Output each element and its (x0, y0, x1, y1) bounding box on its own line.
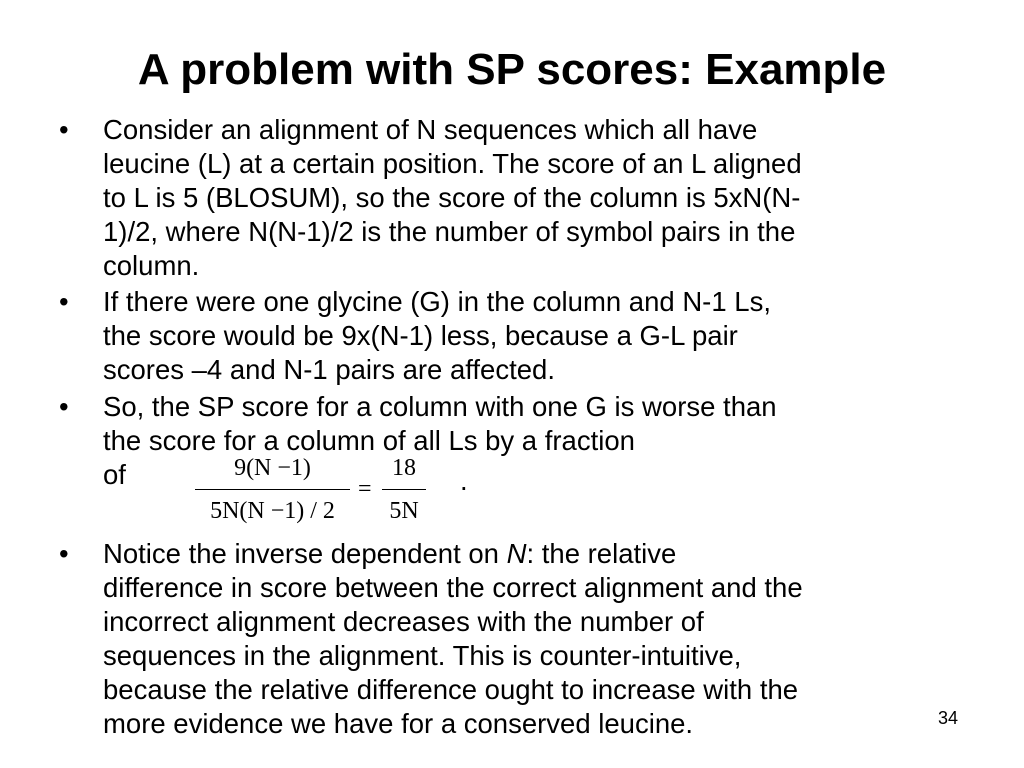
bullet-4-line-1 (103, 537, 988, 571)
bullet-4-text-post: : the relative (526, 538, 677, 569)
lhs-fraction (195, 455, 350, 525)
bullet-4 (59, 537, 988, 741)
bullet-2-line-2: the score would be 9x(N-1) less, because a G-L pair (103, 320, 738, 351)
equals-sign: = (358, 476, 372, 502)
bullet-3-line-3: of (103, 459, 126, 490)
bullet-4-line-6: more evidence we have for a conserved leucine. (103, 708, 694, 739)
slide-title: A problem with SP scores: Example (137, 45, 887, 94)
bullet-2 (59, 285, 983, 387)
rhs-numerator: 18 (392, 455, 416, 481)
bullet-1-line-1: Consider an alignment of N sequences which all have (103, 114, 758, 145)
bullet-4-line-3: incorrect alignment decreases with the number of (103, 606, 704, 637)
bullet-1-line-4: 1)/2, where N(N-1)/2 is the number of symbol pairs in the (103, 216, 796, 247)
bullet-4-line-4: sequences in the alignment. This is counter-intuitive, (103, 640, 742, 671)
bullet-1-line-5: column. (103, 250, 200, 281)
lhs-denominator: 5N(N −1) / 2 (210, 498, 335, 524)
bullet-2-line-1: If there were one glycine (G) in the column and N-1 Ls, (103, 286, 771, 317)
fraction-bar (195, 489, 350, 490)
fraction-bar (382, 489, 426, 490)
fraction-equation (195, 455, 435, 525)
equation-period: . (460, 465, 468, 496)
bullet-marker: • (59, 391, 69, 422)
bullet-2-line-3: scores –4 and N-1 pairs are affected. (103, 354, 555, 385)
rhs-fraction (382, 455, 426, 525)
bullet-3-line-2: the score for a column of all Ls by a fraction (103, 425, 635, 456)
bullet-4-line-5: because the relative difference ought to increase with the (103, 674, 799, 705)
bullet-1-line-2: leucine (L) at a certain position. The score of an L aligned (103, 148, 802, 179)
page-number: 34 (938, 708, 959, 728)
bullet-4-text-pre: Notice the inverse dependent on (103, 538, 507, 569)
bullet-3-line-1: So, the SP score for a column with one G is worse than (103, 391, 777, 422)
rhs-denominator: 5N (389, 498, 419, 524)
bullet-1-line-3: to L is 5 (BLOSUM), so the score of the column is 5xN(N- (103, 182, 801, 213)
bullet-marker: • (59, 286, 69, 317)
bullet-marker: • (59, 114, 69, 145)
bullet-1 (59, 113, 983, 283)
lhs-numerator: 9(N −1) (234, 455, 311, 481)
bullet-4-line-2: difference in score between the correct alignment and the (103, 572, 803, 603)
bullet-4-italic-n: N (506, 538, 527, 569)
bullet-marker: • (59, 538, 69, 569)
